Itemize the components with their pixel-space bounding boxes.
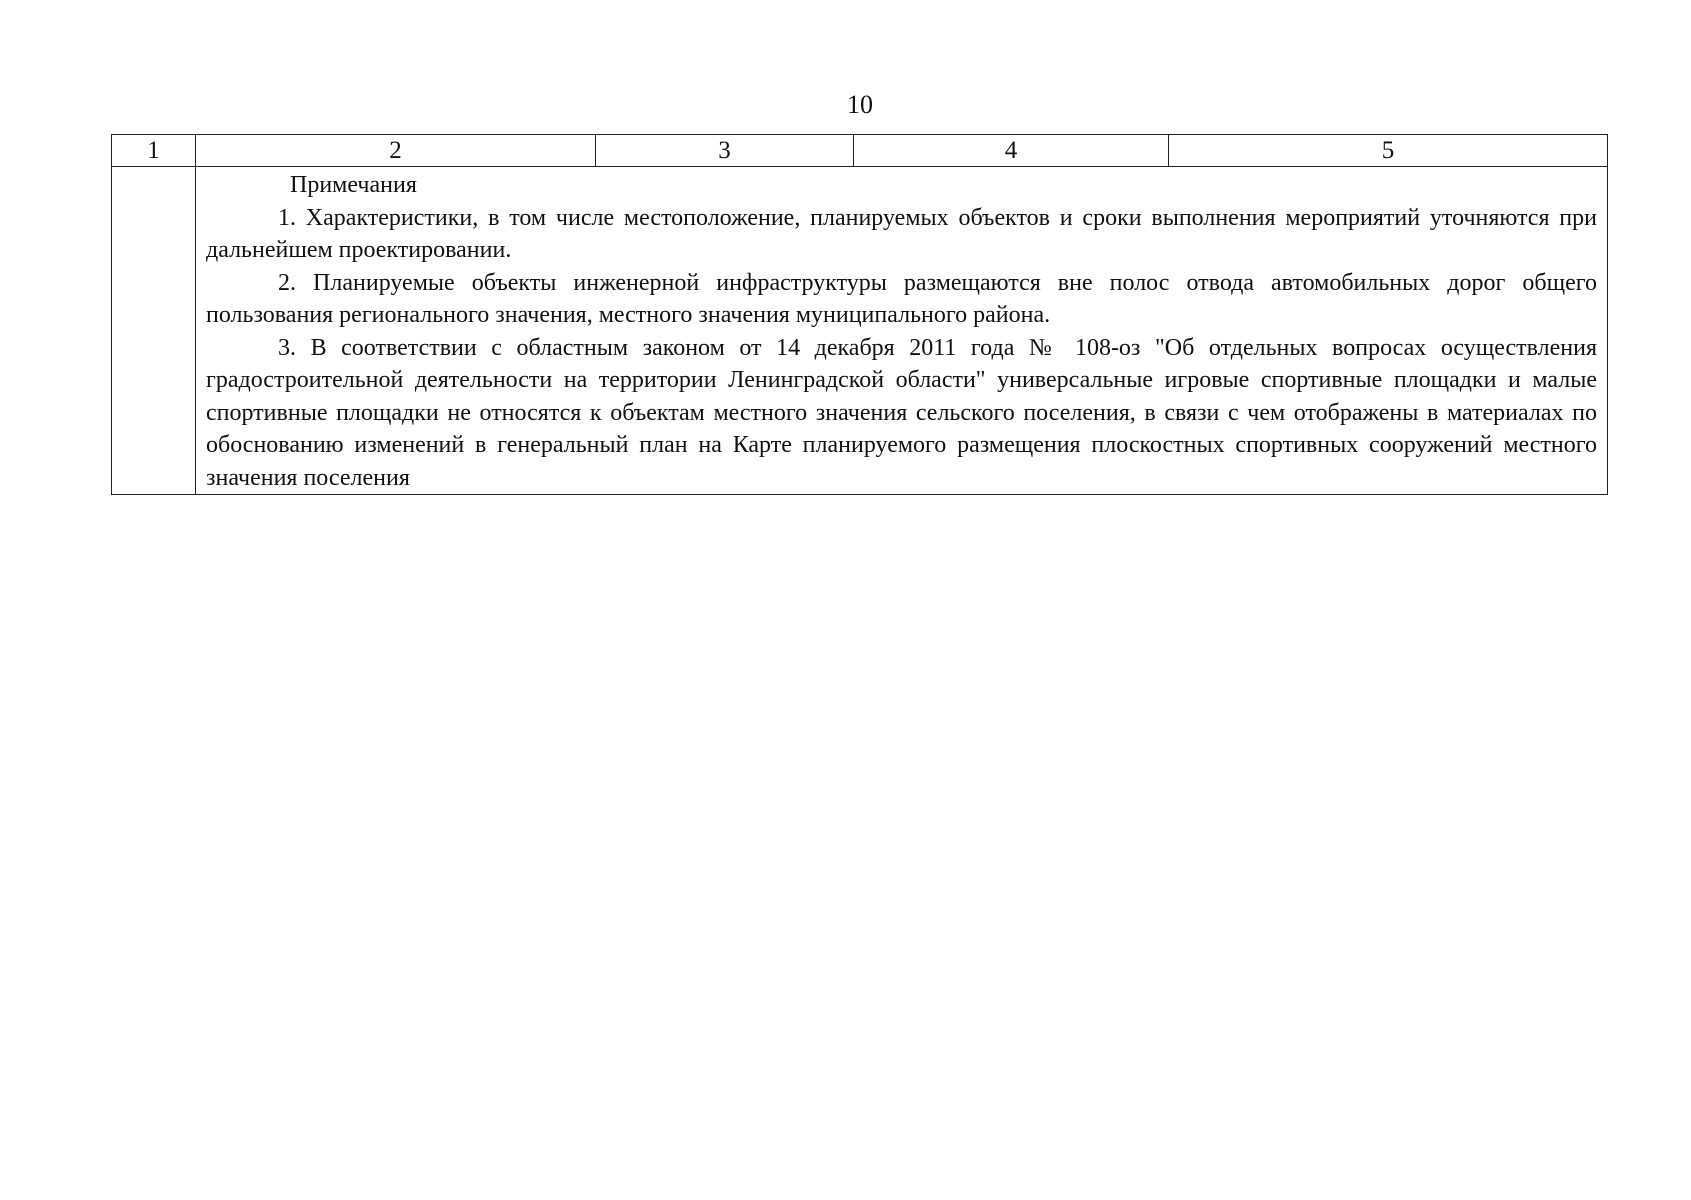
note-item-1: 1. Характеристики, в том числе местоположение, планируемых объектов и сроки выполнения мероприятий уточняются при дальнейшем проектировании. bbox=[206, 204, 1597, 263]
measures-table bbox=[111, 134, 1608, 495]
note-item-2: 2. Планируемые объекты инженерной инфраструктуры размещаются вне полос отвода автомобильных дорог общего пользования регионального значения, местного значения муниципального района. bbox=[206, 269, 1597, 328]
notes-heading: Примечания bbox=[290, 172, 417, 198]
note-item-3: 3. В соответствии с областным законом от 14 декабря 2011 года № 108-оз "Об отдельных вопросах осуществления градостроительной деятельности на территории Ленинградской области" универсальные игровые спортивные площадки и малые спортивные площадки не относятся к объектам местного значения сельского поселения, в связи с чем отображены в материалах по обоснованию изменений в генеральный план на Карте планируемого размещения плоскостных спортивных сооружений местного значения поселения bbox=[206, 334, 1597, 491]
column-number-3: 3 bbox=[596, 135, 854, 167]
notes-row bbox=[112, 167, 1608, 495]
column-number-5: 5 bbox=[1169, 135, 1608, 167]
column-number-1: 1 bbox=[112, 135, 196, 167]
empty-first-column-cell bbox=[112, 167, 196, 495]
table-header-row bbox=[112, 135, 1608, 167]
column-number-4: 4 bbox=[854, 135, 1169, 167]
notes-cell bbox=[196, 167, 1608, 495]
column-number-2: 2 bbox=[196, 135, 596, 167]
page-number: 10 bbox=[847, 90, 873, 119]
